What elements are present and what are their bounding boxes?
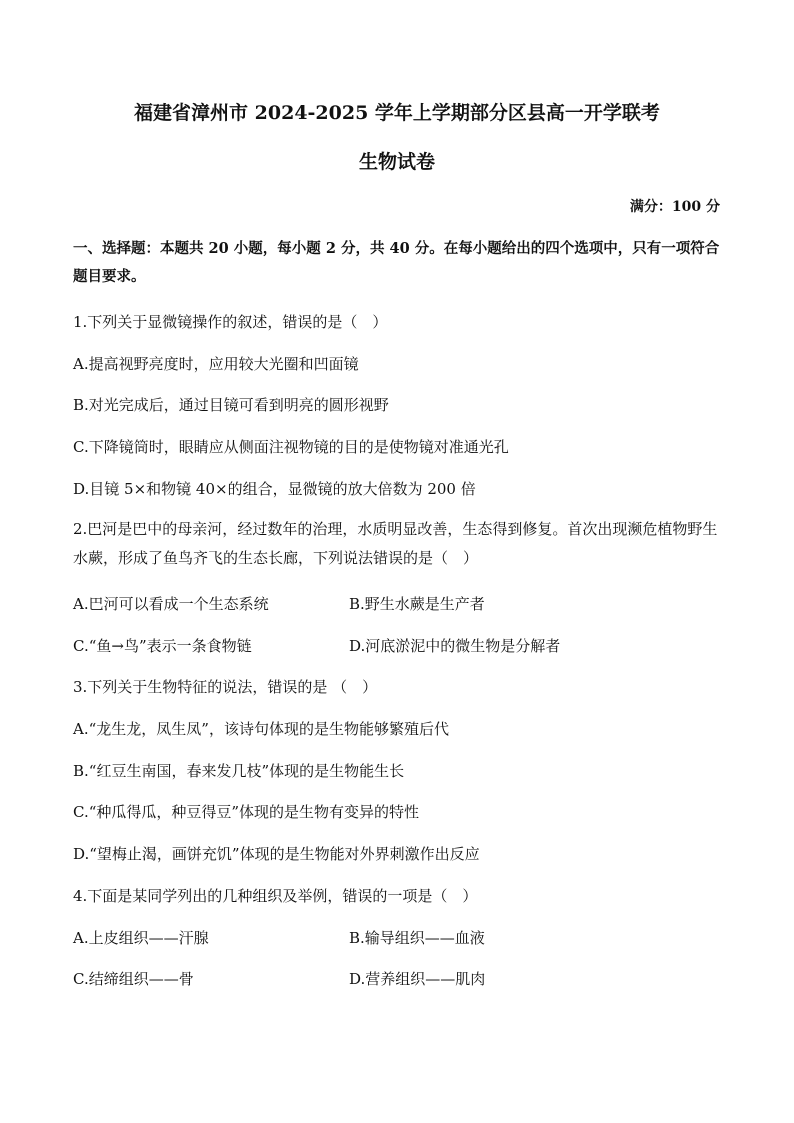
- question-1-stem: 1.下列关于显微镜操作的叙述，错误的是（ ）: [73, 313, 388, 331]
- question-4-option-c: C.结缔组织——骨: [73, 970, 194, 988]
- question-2-option-a: A.巴河可以看成一个生态系统: [73, 595, 269, 613]
- question-4-option-a: A.上皮组织——汗腺: [73, 929, 209, 947]
- question-4-stem: 4.下面是某同学列出的几种组织及举例，错误的一项是（ ）: [73, 887, 478, 905]
- question-1-option-c: C.下降镜筒时，眼睛应从侧面注视物镜的目的是使物镜对准通光孔: [73, 438, 509, 456]
- question-3-stem: 3.下列关于生物特征的说法，错误的是 （ ）: [73, 678, 378, 696]
- full-score: 满分：100 分: [629, 199, 720, 215]
- question-3-option-c: C.“种瓜得瓜，种豆得豆”体现的是生物有变异的特性: [73, 803, 420, 821]
- question-2-stem: 2.巴河是巴中的母亲河，经过数年的治理，水质明显改善，生态得到修复。首次出现濒危植物野生水蕨，形成了鱼鸟齐飞的生态长廊，下列说法错误的是（ ）: [73, 520, 718, 567]
- question-4-option-b: B.输导组织——血液: [349, 929, 485, 947]
- exam-title: 福建省漳州市 2024-2025 学年上学期部分区县高一开学联考: [134, 102, 660, 124]
- question-3-option-d: D.“望梅止渴，画饼充饥”体现的是生物能对外界刺激作出反应: [73, 845, 480, 863]
- question-3-option-a: A.“龙生龙，凤生凤”，该诗句体现的是生物能够繁殖后代: [73, 720, 449, 738]
- question-1-option-a: A.提高视野亮度时，应用较大光圈和凹面镜: [73, 355, 359, 373]
- question-1-option-b: B.对光完成后，通过目镜可看到明亮的圆形视野: [73, 396, 389, 414]
- question-2-option-b: B.野生水蕨是生产者: [349, 595, 485, 613]
- question-1-option-d: D.目镜 5×和物镜 40×的组合，显微镜的放大倍数为 200 倍: [73, 480, 476, 498]
- question-3-option-b: B.“红豆生南国，春来发几枝”体现的是生物能生长: [73, 762, 405, 780]
- question-4-option-d: D.营养组织——肌肉: [349, 970, 486, 988]
- question-2-option-c: C.“鱼→鸟”表示一条食物链: [73, 637, 252, 655]
- exam-subtitle: 生物试卷: [358, 151, 435, 173]
- question-2-option-d: D.河底淤泥中的微生物是分解者: [349, 637, 561, 655]
- section-heading: 一、选择题：本题共 20 小题，每小题 2 分，共 40 分。在每小题给出的四个选项中，只有一项符合题目要求。: [73, 240, 720, 285]
